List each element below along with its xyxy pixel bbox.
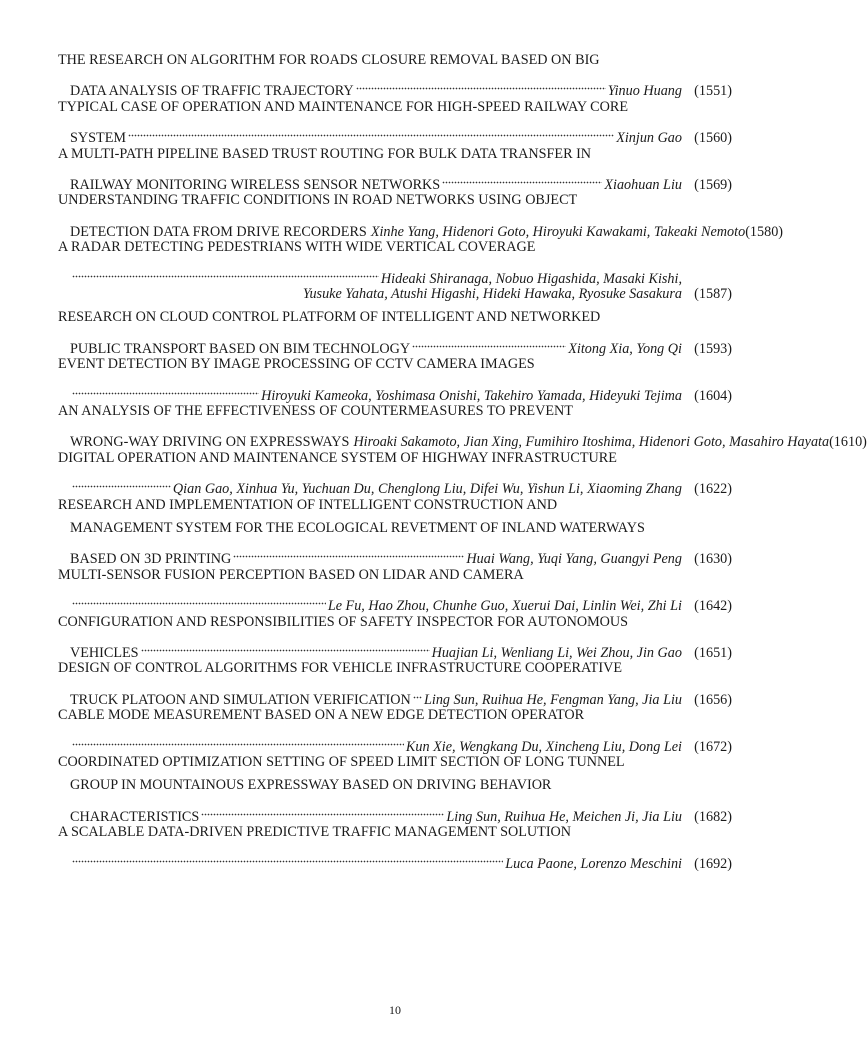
dot-leader bbox=[412, 330, 566, 353]
entry-authors: Huai Wang, Yuqi Yang, Guangyi Peng bbox=[466, 551, 682, 567]
entry-page: (1651) bbox=[694, 645, 732, 661]
entry-title: A SCALABLE DATA-DRIVEN PREDICTIVE TRAFFIC MANAGEMENT SOLUTION bbox=[58, 824, 572, 840]
entry-authors: Hideaki Shiranaga, Nobuo Higashida, Masaki Kishi, bbox=[380, 271, 682, 287]
entry-title: THE RESEARCH ON ALGORITHM FOR ROADS CLOSURE REMOVAL BASED ON BIG bbox=[58, 52, 600, 68]
entry-authors: Hiroyuki Kameoka, Yoshimasa Onishi, Takehiro Yamada, Hideyuki Tejima bbox=[261, 388, 682, 404]
toc-line bbox=[58, 657, 732, 680]
toc-line bbox=[58, 400, 732, 423]
entry-title: MULTI-SENSOR FUSION PERCEPTION BASED ON LIDAR AND CAMERA bbox=[58, 567, 524, 583]
dot-leader bbox=[72, 377, 259, 400]
entry-page: (1610) bbox=[829, 434, 867, 450]
entry-title: CHARACTERISTICS bbox=[70, 809, 200, 825]
toc-line bbox=[70, 72, 732, 99]
entry-page: (1569) bbox=[694, 177, 732, 193]
toc-line bbox=[58, 96, 732, 119]
entry-title: DIGITAL OPERATION AND MAINTENANCE SYSTEM OF HIGHWAY INFRASTRUCTURE bbox=[58, 450, 617, 466]
entry-authors: Ling Sun, Ruihua He, Meichen Ji, Jia Liu bbox=[446, 809, 682, 825]
toc-line bbox=[70, 119, 732, 146]
dot-leader bbox=[141, 634, 430, 657]
toc-line bbox=[70, 681, 732, 708]
entry-title: DESIGN OF CONTROL ALGORITHMS FOR VEHICLE INFRASTRUCTURE COOPERATIVE bbox=[58, 660, 622, 676]
toc-line bbox=[70, 330, 732, 357]
entry-authors: Kun Xie, Wengkang Du, Xincheng Liu, Dong Lei bbox=[405, 739, 682, 755]
entry-authors: Ling Sun, Ruihua He, Fengman Yang, Jia Liu bbox=[423, 692, 682, 708]
toc-line bbox=[58, 49, 732, 72]
dot-leader bbox=[72, 470, 171, 493]
toc-line bbox=[70, 260, 732, 287]
entry-page: (1587) bbox=[694, 286, 732, 302]
entry-authors: Hiroaki Sakamoto, Jian Xing, Fumihiro Itoshima, Hidenori Goto, Masahiro Hayata bbox=[353, 434, 830, 450]
dot-leader bbox=[201, 798, 444, 821]
entry-title: TYPICAL CASE OF OPERATION AND MAINTENANCE FOR HIGH-SPEED RAILWAY CORE bbox=[58, 99, 629, 115]
entry-title: CABLE MODE MEASUREMENT BASED ON A NEW EDGE DETECTION OPERATOR bbox=[58, 707, 585, 723]
toc-line bbox=[58, 353, 732, 376]
entry-page: (1692) bbox=[694, 856, 732, 872]
entry-page: (1622) bbox=[694, 481, 732, 497]
entry-authors: Qian Gao, Xinhua Yu, Yuchuan Du, Chenglong Liu, Difei Wu, Yishun Li, Xiaoming Zhang bbox=[172, 481, 682, 497]
page-number: 10 bbox=[389, 1003, 401, 1017]
entry-title: AN ANALYSIS OF THE EFFECTIVENESS OF COUNTERMEASURES TO PREVENT bbox=[58, 403, 573, 419]
entry-authors: Luca Paone, Lorenzo Meschini bbox=[505, 856, 682, 872]
entry-title: MANAGEMENT SYSTEM FOR THE ECOLOGICAL REVETMENT OF INLAND WATERWAYS bbox=[70, 520, 645, 536]
toc-line bbox=[58, 143, 732, 166]
toc-line bbox=[70, 423, 867, 450]
entry-page: (1672) bbox=[694, 739, 732, 755]
toc-line bbox=[70, 587, 732, 614]
dot-leader bbox=[442, 166, 602, 189]
entry-title: DETECTION DATA FROM DRIVE RECORDERS bbox=[70, 224, 367, 240]
toc-line bbox=[70, 774, 732, 797]
entry-authors: Huajian Li, Wenliang Li, Wei Zhou, Jin Gao bbox=[431, 645, 682, 661]
entry-title: BASED ON 3D PRINTING bbox=[70, 551, 232, 567]
dot-leader bbox=[72, 260, 379, 283]
toc-line bbox=[58, 236, 732, 259]
entry-page: (1682) bbox=[694, 809, 732, 825]
toc-line bbox=[70, 798, 732, 825]
toc-line bbox=[70, 540, 732, 567]
toc-line bbox=[58, 611, 732, 634]
entry-authors: Xinhe Yang, Hidenori Goto, Hiroyuki Kawakami, Takeaki Nemoto bbox=[370, 224, 746, 240]
toc-line bbox=[58, 494, 732, 517]
entry-title: EVENT DETECTION BY IMAGE PROCESSING OF CCTV CAMERA IMAGES bbox=[58, 356, 535, 372]
entry-page: (1551) bbox=[694, 83, 732, 99]
toc-line bbox=[70, 166, 732, 193]
dot-leader bbox=[72, 728, 404, 751]
entry-title: WRONG-WAY DRIVING ON EXPRESSWAYS bbox=[70, 434, 350, 450]
entry-title: A MULTI-PATH PIPELINE BASED TRUST ROUTING FOR BULK DATA TRANSFER IN bbox=[58, 146, 592, 162]
entry-title: A RADAR DETECTING PEDESTRIANS WITH WIDE VERTICAL COVERAGE bbox=[58, 239, 536, 255]
entry-title: DATA ANALYSIS OF TRAFFIC TRAJECTORY bbox=[70, 83, 354, 99]
entry-page: (1642) bbox=[694, 598, 732, 614]
entry-page: (1580) bbox=[745, 224, 784, 240]
entry-title: CONFIGURATION AND RESPONSIBILITIES OF SAFETY INSPECTOR FOR AUTONOMOUS bbox=[58, 614, 629, 630]
entry-authors: Xinjun Gao bbox=[616, 130, 682, 146]
entry-title: VEHICLES bbox=[70, 645, 139, 661]
toc-line bbox=[58, 306, 732, 329]
entry-page: (1604) bbox=[694, 388, 732, 404]
toc-line bbox=[70, 283, 732, 306]
entry-authors: Xitong Xia, Yong Qi bbox=[568, 341, 682, 357]
entry-title: RAILWAY MONITORING WIRELESS SENSOR NETWORKS bbox=[70, 177, 441, 193]
entry-page: (1630) bbox=[694, 551, 732, 567]
entry-title: UNDERSTANDING TRAFFIC CONDITIONS IN ROAD NETWORKS USING OBJECT bbox=[58, 192, 578, 208]
entry-title: PUBLIC TRANSPORT BASED ON BIM TECHNOLOGY bbox=[70, 341, 411, 357]
entry-authors: Yinuo Huang bbox=[607, 83, 682, 99]
dot-leader bbox=[72, 587, 326, 610]
entry-title: SYSTEM bbox=[70, 130, 126, 146]
dot-leader bbox=[233, 540, 464, 563]
entry-title: RESEARCH AND IMPLEMENTATION OF INTELLIGENT CONSTRUCTION AND bbox=[58, 497, 558, 513]
toc-line bbox=[70, 517, 732, 540]
toc-line bbox=[70, 377, 732, 404]
entry-title: TRUCK PLATOON AND SIMULATION VERIFICATION bbox=[70, 692, 411, 708]
entry-page: (1593) bbox=[694, 341, 732, 357]
dot-leader bbox=[356, 72, 606, 95]
entry-authors: Xiaohuan Liu bbox=[604, 177, 682, 193]
dot-leader bbox=[128, 119, 614, 142]
dot-leader bbox=[413, 681, 422, 704]
toc-line bbox=[58, 821, 732, 844]
toc-line bbox=[58, 189, 732, 212]
entry-page: (1656) bbox=[694, 692, 732, 708]
toc-line bbox=[58, 447, 732, 470]
toc-line bbox=[70, 728, 732, 755]
toc-line bbox=[70, 470, 732, 497]
dot-leader bbox=[72, 845, 503, 868]
toc-line bbox=[58, 751, 732, 774]
entry-authors: Le Fu, Hao Zhou, Chunhe Guo, Xuerui Dai, Linlin Wei, Zhi Li bbox=[327, 598, 682, 614]
entry-authors: Yusuke Yahata, Atushi Higashi, Hideki Hawaka, Ryosuke Sasakura bbox=[302, 286, 682, 302]
toc-line bbox=[70, 213, 784, 240]
toc-line bbox=[58, 704, 732, 727]
toc-line bbox=[70, 634, 732, 661]
toc-line bbox=[70, 845, 732, 872]
entry-title: COORDINATED OPTIMIZATION SETTING OF SPEED LIMIT SECTION OF LONG TUNNEL bbox=[58, 754, 625, 770]
entry-title: RESEARCH ON CLOUD CONTROL PLATFORM OF INTELLIGENT AND NETWORKED bbox=[58, 309, 601, 325]
toc-line bbox=[58, 564, 732, 587]
entry-title: GROUP IN MOUNTAINOUS EXPRESSWAY BASED ON DRIVING BEHAVIOR bbox=[70, 777, 552, 793]
entry-page: (1560) bbox=[694, 130, 732, 146]
